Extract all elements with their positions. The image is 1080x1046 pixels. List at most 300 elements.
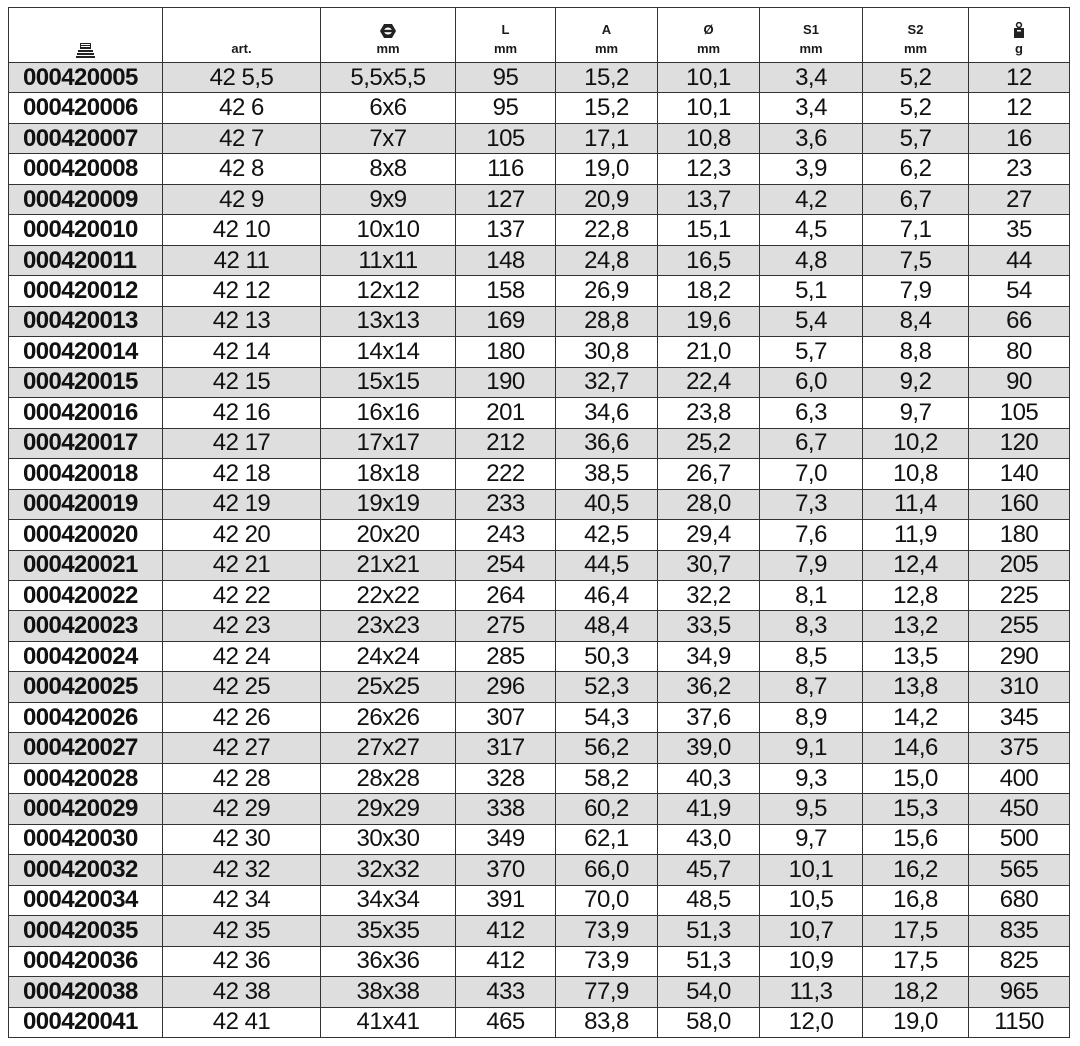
code-cell: 000420023 — [9, 611, 163, 641]
diameter-cell: 18,2 — [658, 276, 760, 306]
size-cell: 17x17 — [321, 428, 456, 458]
code-cell: 000420038 — [9, 977, 163, 1007]
table-row — [9, 306, 1070, 336]
table-row — [9, 824, 1070, 854]
s1-cell: 4,8 — [760, 245, 863, 275]
art-cell: 42 17 — [163, 428, 321, 458]
s1-cell: 5,7 — [760, 337, 863, 367]
a-cell: 44,5 — [556, 550, 658, 580]
s1-cell: 3,4 — [760, 63, 863, 93]
table-row — [9, 1007, 1070, 1037]
art-cell: 42 11 — [163, 245, 321, 275]
s2-cell: 9,7 — [863, 398, 969, 428]
s2-cell: 7,1 — [863, 215, 969, 245]
diameter-cell: 33,5 — [658, 611, 760, 641]
size-cell: 29x29 — [321, 794, 456, 824]
weight-cell: 565 — [969, 855, 1070, 885]
table-row — [9, 580, 1070, 610]
s2-cell: 5,2 — [863, 63, 969, 93]
size-cell: 7x7 — [321, 123, 456, 153]
art-cell: 42 29 — [163, 794, 321, 824]
table-row — [9, 428, 1070, 458]
a-cell: 42,5 — [556, 520, 658, 550]
s2-cell: 9,2 — [863, 367, 969, 397]
diameter-cell: 10,1 — [658, 63, 760, 93]
table-row — [9, 702, 1070, 732]
length-cell: 285 — [456, 641, 556, 671]
weight-cell: 310 — [969, 672, 1070, 702]
s1-cell: 10,7 — [760, 916, 863, 946]
table-row — [9, 184, 1070, 214]
weight-cell: 375 — [969, 733, 1070, 763]
art-cell: 42 24 — [163, 641, 321, 671]
art-cell: 42 35 — [163, 916, 321, 946]
table-row — [9, 977, 1070, 1007]
table-header — [9, 8, 1070, 63]
length-cell: 433 — [456, 977, 556, 1007]
diameter-cell: 43,0 — [658, 824, 760, 854]
a-cell: 30,8 — [556, 337, 658, 367]
a-cell: 70,0 — [556, 885, 658, 915]
size-cell: 38x38 — [321, 977, 456, 1007]
diameter-cell: 48,5 — [658, 885, 760, 915]
book-stack-icon — [9, 39, 162, 58]
s1-cell: 10,9 — [760, 946, 863, 976]
diameter-cell: 25,2 — [658, 428, 760, 458]
code-cell: 000420028 — [9, 763, 163, 793]
header-a: A mm — [556, 8, 658, 63]
size-cell: 21x21 — [321, 550, 456, 580]
weight-cell: 105 — [969, 398, 1070, 428]
s2-cell: 15,6 — [863, 824, 969, 854]
a-cell: 83,8 — [556, 1007, 658, 1037]
size-cell: 8x8 — [321, 154, 456, 184]
code-cell: 000420005 — [9, 63, 163, 93]
length-cell: 212 — [456, 428, 556, 458]
length-cell: 233 — [456, 489, 556, 519]
table-row — [9, 520, 1070, 550]
weight-cell: 80 — [969, 337, 1070, 367]
table-row — [9, 154, 1070, 184]
weight-cell: 205 — [969, 550, 1070, 580]
size-cell: 27x27 — [321, 733, 456, 763]
code-cell: 000420016 — [9, 398, 163, 428]
length-cell: 222 — [456, 459, 556, 489]
s2-cell: 12,8 — [863, 580, 969, 610]
s2-cell: 6,2 — [863, 154, 969, 184]
table-row — [9, 733, 1070, 763]
s2-cell: 11,4 — [863, 489, 969, 519]
table-row — [9, 611, 1070, 641]
code-cell: 000420035 — [9, 916, 163, 946]
art-cell: 42 15 — [163, 367, 321, 397]
weight-cell: 35 — [969, 215, 1070, 245]
s1-cell: 9,7 — [760, 824, 863, 854]
size-cell: 15x15 — [321, 367, 456, 397]
s2-cell: 11,9 — [863, 520, 969, 550]
header-weight: g — [969, 8, 1070, 63]
a-cell: 58,2 — [556, 763, 658, 793]
length-cell: 95 — [456, 93, 556, 123]
a-cell: 20,9 — [556, 184, 658, 214]
s2-cell: 8,8 — [863, 337, 969, 367]
s1-cell: 6,3 — [760, 398, 863, 428]
weight-cell: 160 — [969, 489, 1070, 519]
weight-cell: 180 — [969, 520, 1070, 550]
a-cell: 15,2 — [556, 63, 658, 93]
length-cell: 391 — [456, 885, 556, 915]
code-cell: 000420015 — [9, 367, 163, 397]
diameter-cell: 32,2 — [658, 580, 760, 610]
s2-cell: 18,2 — [863, 977, 969, 1007]
table-row — [9, 337, 1070, 367]
table-row — [9, 63, 1070, 93]
size-cell: 19x19 — [321, 489, 456, 519]
table-row — [9, 398, 1070, 428]
table-row — [9, 550, 1070, 580]
diameter-cell: 54,0 — [658, 977, 760, 1007]
size-cell: 22x22 — [321, 580, 456, 610]
size-cell: 18x18 — [321, 459, 456, 489]
code-cell: 000420017 — [9, 428, 163, 458]
code-cell: 000420025 — [9, 672, 163, 702]
art-cell: 42 27 — [163, 733, 321, 763]
s2-cell: 15,0 — [863, 763, 969, 793]
s1-cell: 7,3 — [760, 489, 863, 519]
size-cell: 9x9 — [321, 184, 456, 214]
header-l: L mm — [456, 8, 556, 63]
header-diameter: Ø mm — [658, 8, 760, 63]
size-cell: 5,5x5,5 — [321, 63, 456, 93]
a-cell: 62,1 — [556, 824, 658, 854]
diameter-cell: 36,2 — [658, 672, 760, 702]
s2-cell: 10,8 — [863, 459, 969, 489]
size-cell: 14x14 — [321, 337, 456, 367]
s1-cell: 4,5 — [760, 215, 863, 245]
size-cell: 24x24 — [321, 641, 456, 671]
s1-cell: 3,4 — [760, 93, 863, 123]
length-cell: 180 — [456, 337, 556, 367]
s1-cell: 8,9 — [760, 702, 863, 732]
code-cell: 000420036 — [9, 946, 163, 976]
weight-cell: 12 — [969, 63, 1070, 93]
header-code — [9, 8, 163, 63]
art-cell: 42 30 — [163, 824, 321, 854]
a-cell: 17,1 — [556, 123, 658, 153]
size-cell: 36x36 — [321, 946, 456, 976]
diameter-cell: 29,4 — [658, 520, 760, 550]
art-cell: 42 10 — [163, 215, 321, 245]
diameter-cell: 26,7 — [658, 459, 760, 489]
s2-cell: 10,2 — [863, 428, 969, 458]
weight-cell: 23 — [969, 154, 1070, 184]
diameter-cell: 10,8 — [658, 123, 760, 153]
art-cell: 42 19 — [163, 489, 321, 519]
a-cell: 73,9 — [556, 946, 658, 976]
a-cell: 32,7 — [556, 367, 658, 397]
size-cell: 13x13 — [321, 306, 456, 336]
code-cell: 000420029 — [9, 794, 163, 824]
s2-cell: 17,5 — [863, 916, 969, 946]
weight-cell: 140 — [969, 459, 1070, 489]
length-cell: 296 — [456, 672, 556, 702]
size-cell: 11x11 — [321, 245, 456, 275]
a-cell: 50,3 — [556, 641, 658, 671]
s2-cell: 13,5 — [863, 641, 969, 671]
weight-cell: 450 — [969, 794, 1070, 824]
length-cell: 338 — [456, 794, 556, 824]
weight-icon — [969, 20, 1069, 39]
s1-cell: 7,0 — [760, 459, 863, 489]
code-cell: 000420020 — [9, 520, 163, 550]
s2-cell: 12,4 — [863, 550, 969, 580]
table-row — [9, 946, 1070, 976]
table-row — [9, 367, 1070, 397]
table-row — [9, 885, 1070, 915]
header-art: art. — [163, 8, 321, 63]
code-cell: 000420006 — [9, 93, 163, 123]
s1-cell: 7,6 — [760, 520, 863, 550]
weight-cell: 44 — [969, 245, 1070, 275]
code-cell: 000420014 — [9, 337, 163, 367]
code-cell: 000420013 — [9, 306, 163, 336]
s2-cell: 15,3 — [863, 794, 969, 824]
spec-table-container — [8, 7, 1070, 1038]
weight-cell: 54 — [969, 276, 1070, 306]
size-cell: 32x32 — [321, 855, 456, 885]
art-cell: 42 22 — [163, 580, 321, 610]
a-cell: 26,9 — [556, 276, 658, 306]
code-cell: 000420011 — [9, 245, 163, 275]
art-cell: 42 38 — [163, 977, 321, 1007]
s2-cell: 5,2 — [863, 93, 969, 123]
s1-cell: 10,1 — [760, 855, 863, 885]
length-cell: 307 — [456, 702, 556, 732]
s2-cell: 16,2 — [863, 855, 969, 885]
a-cell: 28,8 — [556, 306, 658, 336]
s2-cell: 13,2 — [863, 611, 969, 641]
table-row — [9, 763, 1070, 793]
code-cell: 000420007 — [9, 123, 163, 153]
code-cell: 000420008 — [9, 154, 163, 184]
s1-cell: 5,1 — [760, 276, 863, 306]
length-cell: 254 — [456, 550, 556, 580]
art-cell: 42 28 — [163, 763, 321, 793]
size-cell: 34x34 — [321, 885, 456, 915]
weight-cell: 27 — [969, 184, 1070, 214]
a-cell: 24,8 — [556, 245, 658, 275]
length-cell: 190 — [456, 367, 556, 397]
code-cell: 000420024 — [9, 641, 163, 671]
table-row — [9, 276, 1070, 306]
art-cell: 42 6 — [163, 93, 321, 123]
art-cell: 42 23 — [163, 611, 321, 641]
size-cell: 35x35 — [321, 916, 456, 946]
a-cell: 36,6 — [556, 428, 658, 458]
table-row — [9, 489, 1070, 519]
art-cell: 42 7 — [163, 123, 321, 153]
length-cell: 349 — [456, 824, 556, 854]
diameter-cell: 13,7 — [658, 184, 760, 214]
art-cell: 42 12 — [163, 276, 321, 306]
a-cell: 40,5 — [556, 489, 658, 519]
weight-cell: 225 — [969, 580, 1070, 610]
art-cell: 42 32 — [163, 855, 321, 885]
s2-cell: 6,7 — [863, 184, 969, 214]
a-cell: 77,9 — [556, 977, 658, 1007]
art-cell: 42 25 — [163, 672, 321, 702]
size-cell: 12x12 — [321, 276, 456, 306]
length-cell: 264 — [456, 580, 556, 610]
a-cell: 46,4 — [556, 580, 658, 610]
s1-cell: 8,1 — [760, 580, 863, 610]
s1-cell: 11,3 — [760, 977, 863, 1007]
table-body — [9, 63, 1070, 1038]
header-s2: S2 mm — [863, 8, 969, 63]
table-row — [9, 93, 1070, 123]
s1-cell: 3,6 — [760, 123, 863, 153]
s1-cell: 4,2 — [760, 184, 863, 214]
length-cell: 137 — [456, 215, 556, 245]
art-cell: 42 9 — [163, 184, 321, 214]
code-cell: 000420027 — [9, 733, 163, 763]
size-cell: 30x30 — [321, 824, 456, 854]
size-cell: 23x23 — [321, 611, 456, 641]
table-row — [9, 641, 1070, 671]
art-cell: 42 26 — [163, 702, 321, 732]
length-cell: 317 — [456, 733, 556, 763]
diameter-cell: 16,5 — [658, 245, 760, 275]
a-cell: 60,2 — [556, 794, 658, 824]
a-cell: 56,2 — [556, 733, 658, 763]
length-cell: 158 — [456, 276, 556, 306]
code-cell: 000420030 — [9, 824, 163, 854]
s1-cell: 8,3 — [760, 611, 863, 641]
a-cell: 73,9 — [556, 916, 658, 946]
s1-cell: 7,9 — [760, 550, 863, 580]
code-cell: 000420019 — [9, 489, 163, 519]
code-cell: 000420032 — [9, 855, 163, 885]
s1-cell: 9,1 — [760, 733, 863, 763]
size-cell: 41x41 — [321, 1007, 456, 1037]
art-cell: 42 21 — [163, 550, 321, 580]
art-cell: 42 8 — [163, 154, 321, 184]
diameter-cell: 23,8 — [658, 398, 760, 428]
art-cell: 42 18 — [163, 459, 321, 489]
code-cell: 000420021 — [9, 550, 163, 580]
weight-cell: 345 — [969, 702, 1070, 732]
weight-cell: 120 — [969, 428, 1070, 458]
diameter-cell: 39,0 — [658, 733, 760, 763]
table-row — [9, 794, 1070, 824]
hex-nut-icon — [321, 20, 455, 39]
code-cell: 000420010 — [9, 215, 163, 245]
s1-cell: 6,0 — [760, 367, 863, 397]
s2-cell: 7,9 — [863, 276, 969, 306]
length-cell: 370 — [456, 855, 556, 885]
s2-cell: 16,8 — [863, 885, 969, 915]
weight-cell: 16 — [969, 123, 1070, 153]
size-cell: 20x20 — [321, 520, 456, 550]
diameter-cell: 41,9 — [658, 794, 760, 824]
art-cell: 42 13 — [163, 306, 321, 336]
size-cell: 26x26 — [321, 702, 456, 732]
diameter-cell: 45,7 — [658, 855, 760, 885]
diameter-cell: 40,3 — [658, 763, 760, 793]
s2-cell: 7,5 — [863, 245, 969, 275]
a-cell: 54,3 — [556, 702, 658, 732]
table-row — [9, 215, 1070, 245]
diameter-cell: 10,1 — [658, 93, 760, 123]
s2-cell: 13,8 — [863, 672, 969, 702]
a-cell: 52,3 — [556, 672, 658, 702]
table-row — [9, 916, 1070, 946]
art-cell: 42 16 — [163, 398, 321, 428]
length-cell: 201 — [456, 398, 556, 428]
code-cell: 000420018 — [9, 459, 163, 489]
code-cell: 000420034 — [9, 885, 163, 915]
diameter-cell: 28,0 — [658, 489, 760, 519]
code-cell: 000420041 — [9, 1007, 163, 1037]
weight-cell: 835 — [969, 916, 1070, 946]
diameter-cell: 34,9 — [658, 641, 760, 671]
a-cell: 48,4 — [556, 611, 658, 641]
header-s1: S1 mm — [760, 8, 863, 63]
length-cell: 243 — [456, 520, 556, 550]
table-row — [9, 672, 1070, 702]
diameter-cell: 19,6 — [658, 306, 760, 336]
diameter-cell: 15,1 — [658, 215, 760, 245]
s1-cell: 6,7 — [760, 428, 863, 458]
weight-cell: 400 — [969, 763, 1070, 793]
length-cell: 169 — [456, 306, 556, 336]
weight-cell: 12 — [969, 93, 1070, 123]
s2-cell: 19,0 — [863, 1007, 969, 1037]
code-cell: 000420026 — [9, 702, 163, 732]
size-cell: 28x28 — [321, 763, 456, 793]
table-row — [9, 123, 1070, 153]
diameter-cell: 51,3 — [658, 916, 760, 946]
art-cell: 42 5,5 — [163, 63, 321, 93]
table-row — [9, 459, 1070, 489]
art-cell: 42 41 — [163, 1007, 321, 1037]
size-cell: 6x6 — [321, 93, 456, 123]
size-cell: 10x10 — [321, 215, 456, 245]
diameter-cell: 37,6 — [658, 702, 760, 732]
a-cell: 66,0 — [556, 855, 658, 885]
a-cell: 34,6 — [556, 398, 658, 428]
size-cell: 16x16 — [321, 398, 456, 428]
diameter-cell: 51,3 — [658, 946, 760, 976]
length-cell: 328 — [456, 763, 556, 793]
weight-cell: 965 — [969, 977, 1070, 1007]
a-cell: 15,2 — [556, 93, 658, 123]
a-cell: 19,0 — [556, 154, 658, 184]
size-cell: 25x25 — [321, 672, 456, 702]
art-cell: 42 36 — [163, 946, 321, 976]
code-cell: 000420022 — [9, 580, 163, 610]
weight-cell: 680 — [969, 885, 1070, 915]
table-row — [9, 245, 1070, 275]
length-cell: 116 — [456, 154, 556, 184]
weight-cell: 66 — [969, 306, 1070, 336]
s1-cell: 8,7 — [760, 672, 863, 702]
diameter-cell: 30,7 — [658, 550, 760, 580]
s1-cell: 9,5 — [760, 794, 863, 824]
length-cell: 412 — [456, 946, 556, 976]
length-cell: 465 — [456, 1007, 556, 1037]
diameter-cell: 58,0 — [658, 1007, 760, 1037]
